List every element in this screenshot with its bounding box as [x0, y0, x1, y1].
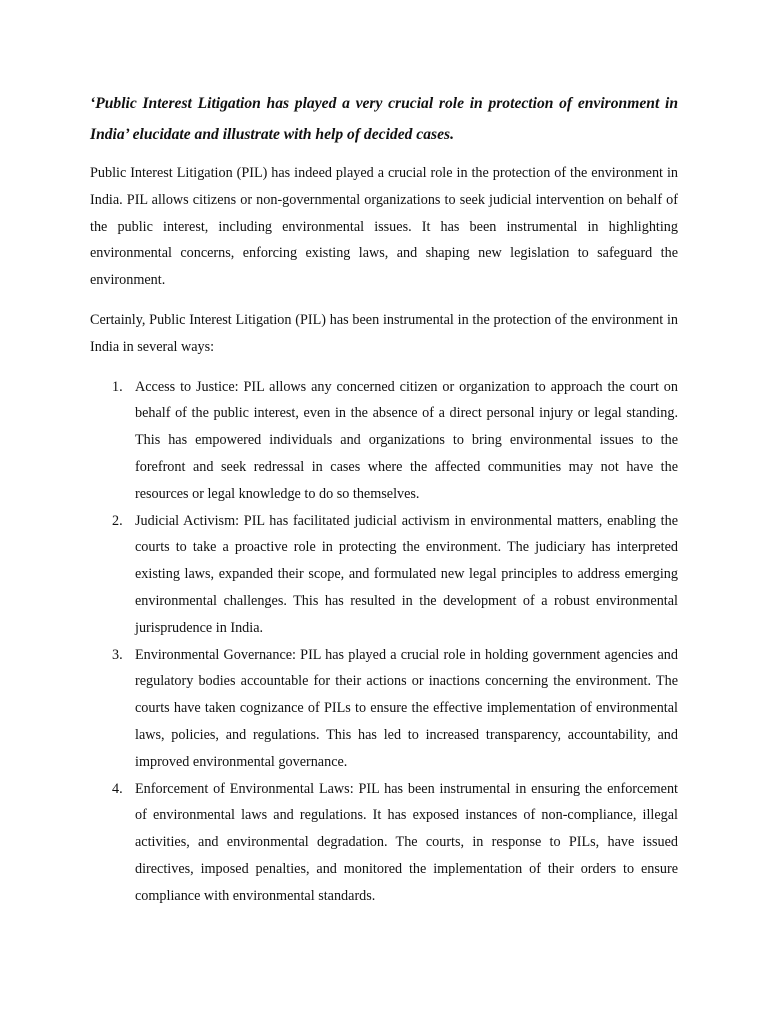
- list-text: Judicial Activism: PIL has facilitated judicial activism in environmental matters, enabling the courts to take a proactive role in protecting the environment. The judiciary has interpreted existing laws, expanded their scope, and formulated new legal principles to address emerging environmental challenges. This has resulted in the development of a robust environmental jurisprudence in India.: [135, 512, 678, 636]
- list-item: [90, 642, 678, 776]
- intro-paragraph: Public Interest Litigation (PIL) has indeed played a crucial role in the protection of the environment in India. PIL allows citizens or non-governmental organizations to seek judicial intervention on behalf of the public interest, including environmental issues. It has been instrumental in highlighting environmental concerns, enforcing existing laws, and shaping new legislation to safeguard the environment.: [90, 165, 678, 289]
- list-number: 1.: [112, 378, 123, 395]
- list-text: Environmental Governance: PIL has played a crucial role in holding government agencies and regulatory bodies accountable for their actions or inactions concerning the environment. The courts have taken cognizance of PILs to ensure the effective implementation of environmental laws, policies, and regulations. This has led to increased transparency, accountability, and improved environmental governance.: [135, 646, 678, 770]
- question-title: ‘Public Interest Litigation has played a very crucial role in protection of environment in India’ elucidate and illustrate with help of decided cases.: [90, 95, 678, 143]
- list-number: 2.: [112, 512, 123, 529]
- list-number: 3.: [112, 646, 123, 663]
- lead-paragraph: Certainly, Public Interest Litigation (PIL) has been instrumental in the protection of the environment in India in several ways:: [90, 311, 678, 355]
- list-number: 4.: [112, 780, 123, 797]
- list-item: [90, 374, 678, 508]
- list-item: [90, 776, 678, 910]
- list-item: [90, 508, 678, 642]
- document-page: [90, 88, 678, 910]
- points-list: [90, 374, 678, 910]
- list-text: Access to Justice: PIL allows any concerned citizen or organization to approach the court on behalf of the public interest, even in the absence of a direct personal injury or legal standing. This has empowered individuals and organizations to bring environmental issues to the forefront and seek redressal in cases where the affected communities may not have the resources or legal knowledge to do so themselves.: [135, 378, 678, 502]
- list-text: Enforcement of Environmental Laws: PIL has been instrumental in ensuring the enforcement of environmental laws and regulations. It has exposed instances of non-compliance, illegal activities, and environmental degradation. The courts, in response to PILs, have issued directives, imposed penalties, and monitored the implementation of their orders to ensure compliance with environmental standards.: [135, 780, 678, 904]
